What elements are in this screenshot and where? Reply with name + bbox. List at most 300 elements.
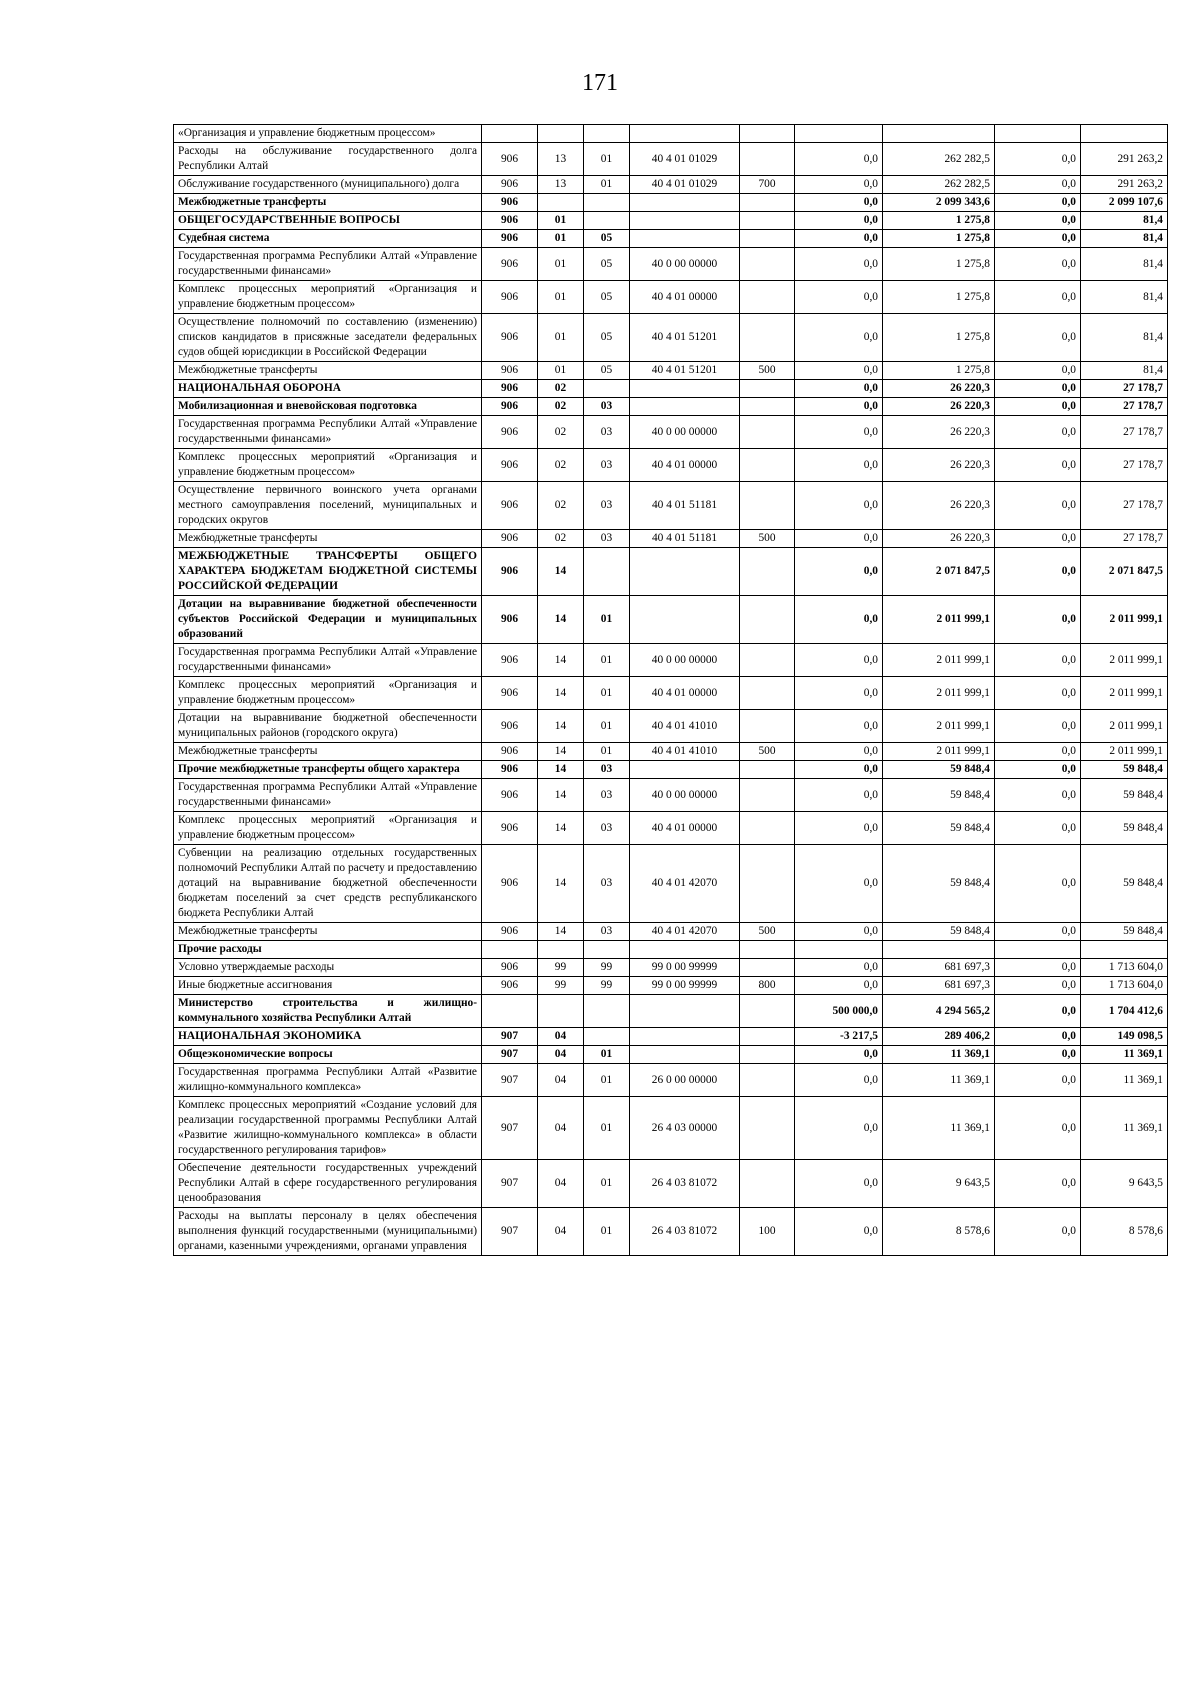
expense-type-code [740, 416, 795, 449]
item-name: Министерство строительства и жилищно-коммунального хозяйства Республики Алтай [174, 995, 482, 1028]
amount-1: 0,0 [795, 710, 883, 743]
amount-4: 81,4 [1081, 362, 1168, 380]
table-row [174, 548, 1168, 596]
amount-1: 0,0 [795, 923, 883, 941]
target-article-code: 40 4 01 42070 [630, 923, 740, 941]
section-code [538, 995, 584, 1028]
section-code: 14 [538, 761, 584, 779]
section-code: 01 [538, 248, 584, 281]
subsection-code: 03 [584, 812, 630, 845]
amount-3: 0,0 [995, 416, 1081, 449]
target-article-code: 40 0 00 00000 [630, 779, 740, 812]
table-row [174, 362, 1168, 380]
admin-code: 906 [482, 923, 538, 941]
target-article-code [630, 1046, 740, 1064]
subsection-code: 99 [584, 977, 630, 995]
subsection-code: 03 [584, 482, 630, 530]
table-row [174, 1064, 1168, 1097]
amount-1: 0,0 [795, 1046, 883, 1064]
amount-2: 681 697,3 [883, 977, 995, 995]
target-article-code: 40 4 01 01029 [630, 176, 740, 194]
section-code: 01 [538, 230, 584, 248]
target-article-code [630, 398, 740, 416]
section-code: 04 [538, 1028, 584, 1046]
expense-type-code: 100 [740, 1208, 795, 1256]
section-code: 01 [538, 281, 584, 314]
table-row [174, 677, 1168, 710]
amount-1: 0,0 [795, 1208, 883, 1256]
section-code: 04 [538, 1160, 584, 1208]
amount-4: 59 848,4 [1081, 845, 1168, 923]
target-article-code [630, 1028, 740, 1046]
expense-type-code [740, 281, 795, 314]
item-name: Межбюджетные трансферты [174, 923, 482, 941]
expense-type-code: 800 [740, 977, 795, 995]
amount-3: 0,0 [995, 176, 1081, 194]
item-name: Расходы на обслуживание государственного долга Республики Алтай [174, 143, 482, 176]
expense-type-code [740, 941, 795, 959]
table-row [174, 281, 1168, 314]
target-article-code: 40 4 01 51181 [630, 530, 740, 548]
amount-3: 0,0 [995, 761, 1081, 779]
subsection-code: 03 [584, 416, 630, 449]
admin-code: 906 [482, 677, 538, 710]
amount-4: 81,4 [1081, 248, 1168, 281]
amount-4: 27 178,7 [1081, 482, 1168, 530]
table-row [174, 644, 1168, 677]
item-name: Комплекс процессных мероприятий «Организация и управление бюджетным процессом» [174, 281, 482, 314]
amount-2: 26 220,3 [883, 449, 995, 482]
expense-type-code [740, 596, 795, 644]
table-row [174, 314, 1168, 362]
amount-2: 8 578,6 [883, 1208, 995, 1256]
table-row [174, 743, 1168, 761]
amount-1: 0,0 [795, 212, 883, 230]
target-article-code: 40 0 00 00000 [630, 416, 740, 449]
amount-3: 0,0 [995, 644, 1081, 677]
amount-1: 0,0 [795, 1160, 883, 1208]
section-code: 13 [538, 143, 584, 176]
subsection-code: 01 [584, 176, 630, 194]
item-name: Государственная программа Республики Алтай «Развитие жилищно-коммунального комплекса» [174, 1064, 482, 1097]
amount-2: 9 643,5 [883, 1160, 995, 1208]
subsection-code: 05 [584, 248, 630, 281]
item-name: Субвенции на реализацию отдельных государственных полномочий Республики Алтай по расчету и предоставлению дотаций на выравнивание бюджетной обеспеченности бюджетам поселений за счет средств республиканского бюджета Республики Алтай [174, 845, 482, 923]
amount-2: 11 369,1 [883, 1046, 995, 1064]
subsection-code: 01 [584, 1160, 630, 1208]
item-name: НАЦИОНАЛЬНАЯ ОБОРОНА [174, 380, 482, 398]
subsection-code: 01 [584, 1208, 630, 1256]
table-row [174, 143, 1168, 176]
section-code: 14 [538, 845, 584, 923]
amount-2: 2 011 999,1 [883, 677, 995, 710]
expense-type-code [740, 212, 795, 230]
section-code: 02 [538, 380, 584, 398]
table-row [174, 530, 1168, 548]
section-code: 14 [538, 710, 584, 743]
target-article-code [630, 230, 740, 248]
table-row [174, 248, 1168, 281]
item-name: Обслуживание государственного (муниципального) долга [174, 176, 482, 194]
subsection-code [584, 548, 630, 596]
amount-1: 0,0 [795, 677, 883, 710]
amount-4: 2 011 999,1 [1081, 677, 1168, 710]
table-row [174, 1097, 1168, 1160]
amount-3: 0,0 [995, 1097, 1081, 1160]
amount-1: 0,0 [795, 398, 883, 416]
target-article-code [630, 995, 740, 1028]
amount-3: 0,0 [995, 143, 1081, 176]
target-article-code [630, 941, 740, 959]
expense-type-code [740, 1064, 795, 1097]
expense-type-code [740, 482, 795, 530]
amount-1: 0,0 [795, 977, 883, 995]
item-name: Межбюджетные трансферты [174, 194, 482, 212]
amount-1: 0,0 [795, 194, 883, 212]
item-name: Государственная программа Республики Алтай «Управление государственными финансами» [174, 248, 482, 281]
subsection-code: 01 [584, 143, 630, 176]
amount-1: 0,0 [795, 248, 883, 281]
subsection-code: 01 [584, 1097, 630, 1160]
subsection-code: 01 [584, 644, 630, 677]
table-row [174, 959, 1168, 977]
expense-type-code [740, 194, 795, 212]
section-code: 13 [538, 176, 584, 194]
amount-2: 2 011 999,1 [883, 710, 995, 743]
subsection-code: 05 [584, 230, 630, 248]
amount-1: 0,0 [795, 548, 883, 596]
section-code [538, 125, 584, 143]
amount-4: 1 704 412,6 [1081, 995, 1168, 1028]
table-row [174, 1208, 1168, 1256]
section-code: 99 [538, 977, 584, 995]
expense-type-code [740, 710, 795, 743]
budget-table [173, 124, 1168, 1256]
amount-4: 2 011 999,1 [1081, 710, 1168, 743]
subsection-code: 03 [584, 845, 630, 923]
expense-type-code [740, 761, 795, 779]
amount-1: 0,0 [795, 761, 883, 779]
amount-3: 0,0 [995, 1160, 1081, 1208]
amount-2: 2 099 343,6 [883, 194, 995, 212]
section-code: 99 [538, 959, 584, 977]
admin-code: 906 [482, 314, 538, 362]
admin-code: 906 [482, 959, 538, 977]
admin-code: 906 [482, 596, 538, 644]
amount-1: 0,0 [795, 281, 883, 314]
admin-code: 906 [482, 416, 538, 449]
section-code: 14 [538, 812, 584, 845]
amount-2: 1 275,8 [883, 248, 995, 281]
amount-1: 0,0 [795, 482, 883, 530]
item-name: Дотации на выравнивание бюджетной обеспеченности муниципальных районов (городского округа) [174, 710, 482, 743]
item-name: Комплекс процессных мероприятий «Организация и управление бюджетным процессом» [174, 677, 482, 710]
amount-4: 11 369,1 [1081, 1064, 1168, 1097]
amount-3: 0,0 [995, 1046, 1081, 1064]
subsection-code: 01 [584, 596, 630, 644]
admin-code: 906 [482, 248, 538, 281]
amount-4: 8 578,6 [1081, 1208, 1168, 1256]
item-name: Межбюджетные трансферты [174, 743, 482, 761]
subsection-code: 05 [584, 281, 630, 314]
table-row [174, 1046, 1168, 1064]
amount-3: 0,0 [995, 314, 1081, 362]
amount-2: 26 220,3 [883, 398, 995, 416]
expense-type-code [740, 779, 795, 812]
admin-code: 906 [482, 845, 538, 923]
amount-3: 0,0 [995, 548, 1081, 596]
subsection-code [584, 1028, 630, 1046]
amount-3: 0,0 [995, 212, 1081, 230]
admin-code [482, 125, 538, 143]
amount-4: 27 178,7 [1081, 449, 1168, 482]
target-article-code: 26 0 00 00000 [630, 1064, 740, 1097]
amount-3: 0,0 [995, 230, 1081, 248]
amount-1: 0,0 [795, 743, 883, 761]
item-name: Расходы на выплаты персоналу в целях обеспечения выполнения функций государственными (муниципальными) органами, казенными учреждениями, органами управления [174, 1208, 482, 1256]
amount-2: 262 282,5 [883, 143, 995, 176]
amount-2: 59 848,4 [883, 923, 995, 941]
amount-2: 1 275,8 [883, 362, 995, 380]
admin-code: 906 [482, 194, 538, 212]
amount-4: 59 848,4 [1081, 761, 1168, 779]
admin-code: 906 [482, 281, 538, 314]
section-code: 14 [538, 743, 584, 761]
section-code: 01 [538, 212, 584, 230]
table-row [174, 449, 1168, 482]
target-article-code: 40 4 01 01029 [630, 143, 740, 176]
admin-code: 906 [482, 743, 538, 761]
subsection-code: 01 [584, 1064, 630, 1097]
amount-3: 0,0 [995, 710, 1081, 743]
amount-4: 81,4 [1081, 230, 1168, 248]
amount-4: 291 263,2 [1081, 143, 1168, 176]
subsection-code: 03 [584, 530, 630, 548]
table-row [174, 1028, 1168, 1046]
amount-4: 81,4 [1081, 314, 1168, 362]
expense-type-code: 500 [740, 530, 795, 548]
item-name: НАЦИОНАЛЬНАЯ ЭКОНОМИКА [174, 1028, 482, 1046]
subsection-code: 03 [584, 398, 630, 416]
item-name: Межбюджетные трансферты [174, 530, 482, 548]
amount-3: 0,0 [995, 362, 1081, 380]
admin-code: 906 [482, 812, 538, 845]
amount-2: 11 369,1 [883, 1097, 995, 1160]
table-row [174, 710, 1168, 743]
amount-2: 289 406,2 [883, 1028, 995, 1046]
admin-code: 906 [482, 977, 538, 995]
expense-type-code [740, 644, 795, 677]
table-row [174, 194, 1168, 212]
target-article-code: 40 4 01 41010 [630, 710, 740, 743]
amount-3: 0,0 [995, 779, 1081, 812]
subsection-code: 05 [584, 362, 630, 380]
amount-3 [995, 941, 1081, 959]
amount-2: 11 369,1 [883, 1064, 995, 1097]
amount-4: 59 848,4 [1081, 812, 1168, 845]
amount-3: 0,0 [995, 995, 1081, 1028]
table-row [174, 398, 1168, 416]
amount-4: 2 099 107,6 [1081, 194, 1168, 212]
amount-4: 291 263,2 [1081, 176, 1168, 194]
amount-3: 0,0 [995, 677, 1081, 710]
amount-2: 2 071 847,5 [883, 548, 995, 596]
item-name: Иные бюджетные ассигнования [174, 977, 482, 995]
item-name: Межбюджетные трансферты [174, 362, 482, 380]
target-article-code [630, 380, 740, 398]
target-article-code: 40 4 01 00000 [630, 812, 740, 845]
amount-4: 27 178,7 [1081, 398, 1168, 416]
amount-2: 59 848,4 [883, 812, 995, 845]
target-article-code: 40 0 00 00000 [630, 248, 740, 281]
expense-type-code: 500 [740, 743, 795, 761]
amount-1 [795, 941, 883, 959]
expense-type-code [740, 959, 795, 977]
expense-type-code [740, 230, 795, 248]
expense-type-code [740, 677, 795, 710]
table-row [174, 212, 1168, 230]
amount-3: 0,0 [995, 596, 1081, 644]
expense-type-code [740, 812, 795, 845]
section-code: 04 [538, 1046, 584, 1064]
amount-4: 27 178,7 [1081, 380, 1168, 398]
table-row [174, 482, 1168, 530]
amount-2: 1 275,8 [883, 212, 995, 230]
section-code: 14 [538, 644, 584, 677]
amount-3: 0,0 [995, 449, 1081, 482]
table-row [174, 941, 1168, 959]
target-article-code [630, 596, 740, 644]
target-article-code: 40 4 01 00000 [630, 677, 740, 710]
expense-type-code: 500 [740, 923, 795, 941]
target-article-code: 40 4 01 00000 [630, 449, 740, 482]
admin-code: 906 [482, 230, 538, 248]
amount-3: 0,0 [995, 977, 1081, 995]
section-code [538, 941, 584, 959]
admin-code: 906 [482, 212, 538, 230]
amount-2: 59 848,4 [883, 761, 995, 779]
table-row [174, 761, 1168, 779]
amount-2: 26 220,3 [883, 530, 995, 548]
subsection-code: 01 [584, 1046, 630, 1064]
target-article-code [630, 125, 740, 143]
table-row [174, 995, 1168, 1028]
item-name: ОБЩЕГОСУДАРСТВЕННЫЕ ВОПРОСЫ [174, 212, 482, 230]
admin-code: 907 [482, 1160, 538, 1208]
section-code: 14 [538, 548, 584, 596]
item-name: Осуществление полномочий по составлению (изменению) списков кандидатов в присяжные заседатели федеральных судов общей юрисдикции в Российской Федерации [174, 314, 482, 362]
admin-code [482, 941, 538, 959]
amount-3: 0,0 [995, 194, 1081, 212]
amount-1: 500 000,0 [795, 995, 883, 1028]
admin-code: 906 [482, 176, 538, 194]
expense-type-code [740, 380, 795, 398]
amount-4: 59 848,4 [1081, 779, 1168, 812]
item-name: Прочие расходы [174, 941, 482, 959]
amount-1: 0,0 [795, 143, 883, 176]
amount-2: 262 282,5 [883, 176, 995, 194]
target-article-code: 26 4 03 81072 [630, 1160, 740, 1208]
expense-type-code [740, 449, 795, 482]
amount-2 [883, 125, 995, 143]
expense-type-code: 700 [740, 176, 795, 194]
target-article-code [630, 194, 740, 212]
expense-type-code: 500 [740, 362, 795, 380]
section-code: 14 [538, 779, 584, 812]
amount-2: 681 697,3 [883, 959, 995, 977]
amount-1: 0,0 [795, 596, 883, 644]
amount-1: 0,0 [795, 959, 883, 977]
admin-code: 906 [482, 644, 538, 677]
item-name: Дотации на выравнивание бюджетной обеспеченности субъектов Российской Федерации и муниципальных образований [174, 596, 482, 644]
amount-3: 0,0 [995, 743, 1081, 761]
item-name: «Организация и управление бюджетным процессом» [174, 125, 482, 143]
target-article-code: 40 4 01 41010 [630, 743, 740, 761]
admin-code: 906 [482, 449, 538, 482]
expense-type-code [740, 1097, 795, 1160]
amount-4 [1081, 941, 1168, 959]
section-code: 04 [538, 1064, 584, 1097]
amount-3: 0,0 [995, 1064, 1081, 1097]
target-article-code: 40 0 00 00000 [630, 644, 740, 677]
table-row [174, 230, 1168, 248]
amount-4: 9 643,5 [1081, 1160, 1168, 1208]
admin-code [482, 995, 538, 1028]
amount-4: 149 098,5 [1081, 1028, 1168, 1046]
amount-1: 0,0 [795, 176, 883, 194]
admin-code: 906 [482, 761, 538, 779]
item-name: Комплекс процессных мероприятий «Создание условий для реализации государственной программы Республики Алтай «Развитие жилищно-коммунального комплекса» в области государственного регулирования тарифов» [174, 1097, 482, 1160]
expense-type-code [740, 1028, 795, 1046]
amount-2: 26 220,3 [883, 380, 995, 398]
section-code: 14 [538, 677, 584, 710]
item-name: Обеспечение деятельности государственных учреждений Республики Алтай в сфере государственного регулирования ценообразования [174, 1160, 482, 1208]
subsection-code: 03 [584, 761, 630, 779]
item-name: Государственная программа Республики Алтай «Управление государственными финансами» [174, 644, 482, 677]
section-code: 04 [538, 1097, 584, 1160]
subsection-code [584, 995, 630, 1028]
section-code: 01 [538, 362, 584, 380]
target-article-code: 40 4 01 00000 [630, 281, 740, 314]
section-code: 01 [538, 314, 584, 362]
subsection-code [584, 194, 630, 212]
subsection-code: 03 [584, 449, 630, 482]
admin-code: 906 [482, 710, 538, 743]
section-code: 04 [538, 1208, 584, 1256]
amount-1: 0,0 [795, 845, 883, 923]
expense-type-code [740, 845, 795, 923]
table-row [174, 812, 1168, 845]
subsection-code: 99 [584, 959, 630, 977]
subsection-code: 01 [584, 677, 630, 710]
amount-2: 59 848,4 [883, 779, 995, 812]
table-row [174, 1160, 1168, 1208]
target-article-code: 99 0 00 99999 [630, 959, 740, 977]
admin-code: 906 [482, 398, 538, 416]
expense-type-code [740, 548, 795, 596]
amount-1: 0,0 [795, 362, 883, 380]
expense-type-code [740, 143, 795, 176]
amount-1: 0,0 [795, 314, 883, 362]
admin-code: 907 [482, 1028, 538, 1046]
item-name: Условно утверждаемые расходы [174, 959, 482, 977]
admin-code: 906 [482, 143, 538, 176]
amount-1: 0,0 [795, 812, 883, 845]
amount-1: 0,0 [795, 230, 883, 248]
amount-4: 27 178,7 [1081, 416, 1168, 449]
amount-4: 2 011 999,1 [1081, 596, 1168, 644]
amount-1: -3 217,5 [795, 1028, 883, 1046]
